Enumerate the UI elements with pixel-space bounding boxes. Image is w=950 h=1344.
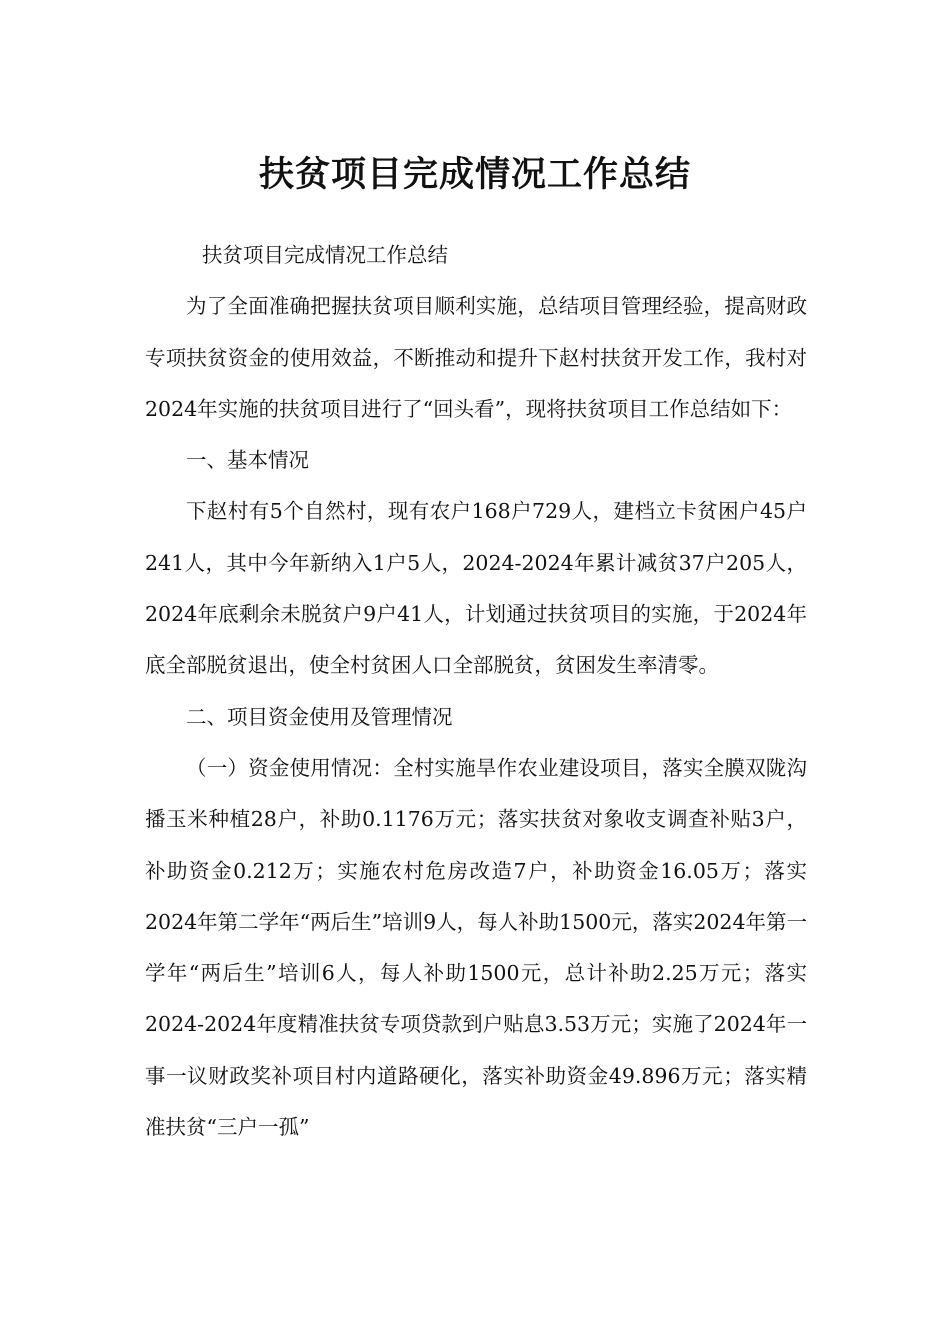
section-heading-basic: 一、基本情况 — [186, 448, 309, 473]
intro-paragraph: 为了全面准确把握扶贫项目顺利实施，总结项目管理经验，提高财政专项扶贫资金的使用效益，不断推动和提升下赵村扶贫开发工作，我村对2024年实施的扶贫项目进行了“回头看”，现将扶贫项目工作总结如下： — [145, 294, 807, 421]
document-title: 扶贫项目完成情况工作总结 — [258, 155, 691, 196]
funds-usage-paragraph: （一）资金使用情况：全村实施旱作农业建设项目，落实全膜双陇沟播玉米种植28户，补助0.1176万元；落实扶贫对象收支调查补贴3户，补助资金0.212万；实施农村危房改造7户，补助资金16.05万；落实2024年第二学年“两后生”培训9人，每人补助1500元，落实2024年第一学年“两后生”培训6人，每人补助1500元，总计补助2.25万元；落实2024-2024年度精准扶贫专项贷款到户贴息3.53万元；实施了2024年一事一议财政奖补项目村内道路硬化，落实补助资金49.896万元；落实精准扶贫“三户一孤” — [145, 755, 808, 1140]
section-heading-funds: 二、项目资金使用及管理情况 — [186, 704, 453, 729]
basic-info-paragraph: 下赵村有5个自然村，现有农户168户729人，建档立卡贫困户45户241人，其中今年新纳入1户5人，2024-2024年累计减贫37户205人，2024年底剩余未脱贫户9户41人，计划通过扶贫项目的实施，于2024年底全部脱贫退出，使全村贫困人口全部脱贫，贫困发生率清零。 — [145, 499, 807, 678]
subtitle-paragraph: 扶贫项目完成情况工作总结 — [202, 243, 448, 267]
document-body — [145, 230, 807, 1153]
